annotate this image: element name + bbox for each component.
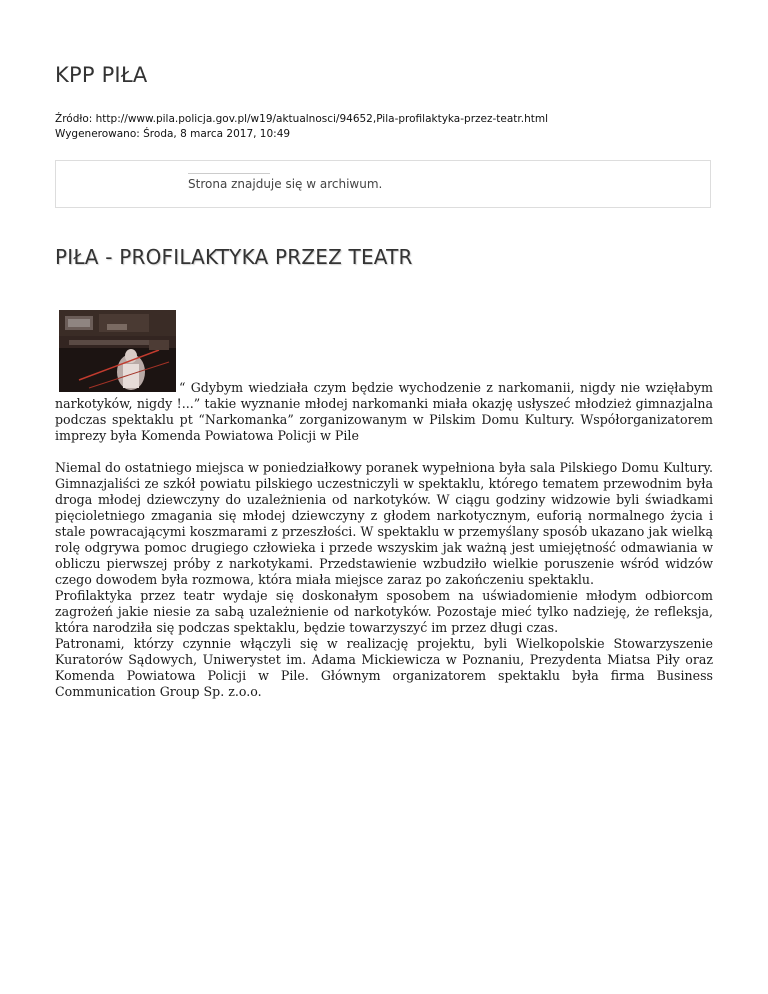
generated-date: Wygenerowano: Środa, 8 marca 2017, 10:49 (55, 128, 291, 140)
archive-divider (188, 173, 270, 174)
article-paragraph: Patronami, którzy czynnie włączyli się w realizację projektu, byli Wielkopolskie Stowarzyszenie Kuratorów Sądowych, Uniwerystet im. Adama Mickiewicza w Poznaniu, Prezydenta Miatsa Piły oraz Komenda Powiatowa Policji w Pile. Głównym organizatorem spektaklu była firma Business Communication Group Sp. z.o.o. (55, 636, 713, 699)
article-lead: “ Gdybym wiedziała czym będzie wychodzenie z narkomanii, nigdy nie wzięłabym narkotyków, nigdy !...” takie wyznanie młodej narkomanki miała okazję usłyszeć młodzież gimnazjalna podczas spektaklu pt “Narkomanka” zorganizowanym w Pilskim Domu Kultury. Współorganizatorem imprezy była Komenda Powiatowa Policji w Pile (55, 380, 713, 443)
page-meta (55, 112, 735, 142)
article-paragraph: Profilaktyka przez teatr wydaje się doskonałym sposobem na uświadomienie młodym odbiorcom zagrożeń jakie niesie za sabą uzależnienie od narkotyków. Pozostaje mieć tylko nadzieję, że refleksja, która narodziła się podczas spektaklu, będzie towarzyszyć im przez długi czas. (55, 588, 713, 635)
article-body (55, 380, 713, 700)
article-paragraphs (55, 460, 713, 700)
site-title: KPP PIŁA (55, 63, 148, 87)
article-title: PIŁA - PROFILAKTYKA PRZEZ TEATR (55, 245, 413, 269)
article-paragraph: Niemal do ostatniego miejsca w poniedziałkowy poranek wypełniona była sala Pilskiego Domu Kultury. Gimnazjaliści ze szkół powiatu pilskiego uczestniczyli w spektaklu, którego tematem przewodnim była droga młodej dziewczyny do uzależnienia od narkotyków. W ciągu godziny widzowie byli świadkami pięcioletniego zmagania się młodej dziewczyny z głodem narkotycznym, euforią normalnego życia i stale powracającymi koszmarami z przeszłości. W spektaklu w przemyślany sposób ukazano jak wielką rolę odgrywa pomoc drugiego człowieka i przede wszyskim jak ważną jest umiejętność odmawiania w obliczu pierwszej próby z narkotykami. Przedstawienie wzbudziło wielkie poruszenie wśród widzów czego dowodem była rozmowa, która miała miejsce zaraz po zakończeniu spektaklu. (55, 460, 713, 587)
archive-note: Strona znajduje się w archiwum. (188, 177, 383, 191)
archive-notice (55, 160, 711, 208)
source-url: Źródło: http://www.pila.policja.gov.pl/w19/aktualnosci/94652,Pila-profilaktyka-przez-teatr.html (55, 113, 549, 125)
